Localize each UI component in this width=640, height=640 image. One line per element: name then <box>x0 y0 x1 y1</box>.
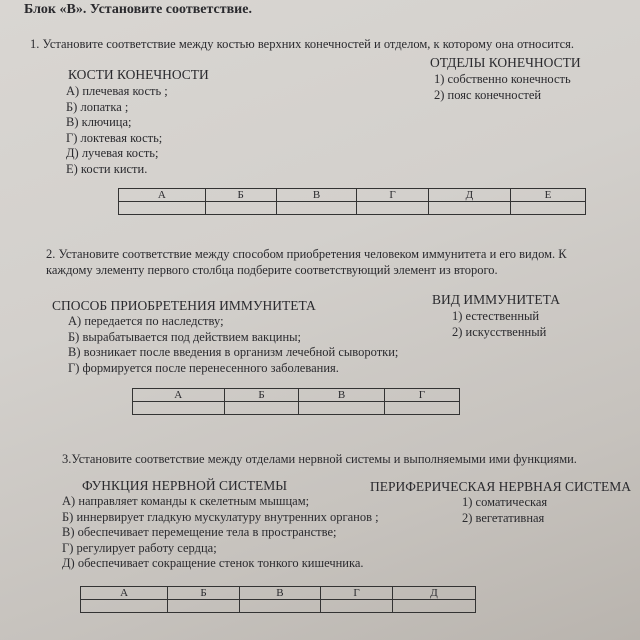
table-header-cell: Б <box>224 389 299 402</box>
answer-cell[interactable] <box>299 402 384 415</box>
list-item: 1) собственно конечность <box>434 72 571 86</box>
answer-cell[interactable] <box>205 202 276 215</box>
list-item: Д) лучевая кость; <box>66 146 159 160</box>
table-row <box>133 389 460 402</box>
table-header-cell: В <box>276 189 357 202</box>
list-item: 2) вегетативная <box>462 510 545 525</box>
list-item: Д) обеспечивает сокращение стенок тонкого кишечника. <box>62 556 364 570</box>
list-item: В) ключица; <box>66 115 132 129</box>
list-item: 2) пояс конечностей <box>434 87 542 102</box>
task2-right-list <box>452 309 546 340</box>
table-header-cell: А <box>133 389 225 402</box>
task3-left-list <box>62 494 379 572</box>
task3-answer-table <box>80 586 476 613</box>
table-header-cell: Д <box>392 587 475 600</box>
task3-left-title: ФУНКЦИЯ НЕРВНОЙ СИСТЕМЫ <box>82 478 287 493</box>
task2-answer-table <box>132 388 460 415</box>
answer-cell[interactable] <box>428 202 510 215</box>
task3-right-title: ПЕРИФЕРИЧЕСКАЯ НЕРВНАЯ СИСТЕМА <box>370 479 631 494</box>
task2-question-line1: 2. Установите соответствие между способом приобретения человеком иммунитета и его видом. К <box>46 247 567 261</box>
answer-cell[interactable] <box>384 402 459 415</box>
answer-cell[interactable] <box>168 600 239 613</box>
table-row <box>119 189 586 202</box>
answer-cell[interactable] <box>119 202 206 215</box>
answer-cell[interactable] <box>511 202 586 215</box>
task1-answer-table <box>118 188 586 215</box>
list-item: Б) иннервирует гладкую мускулатуру внутренних органов ; <box>62 509 379 524</box>
task3-question: 3.Установите соответствие между отделами нервной системы и выполняемыми ими функциями. <box>62 452 577 466</box>
list-item: 2) искусственный <box>452 324 547 339</box>
table-header-cell: В <box>239 587 320 600</box>
answer-cell[interactable] <box>276 202 357 215</box>
list-item: Г) формируется после перенесенного заболевания. <box>68 360 339 375</box>
list-item: Е) кости кисти. <box>66 161 148 176</box>
list-item: Г) регулирует работу сердца; <box>62 540 217 555</box>
table-row <box>119 202 586 215</box>
table-header-cell: Г <box>384 389 459 402</box>
task2-question-line2: каждому элементу первого столбца подберите соответствующий элемент из второго. <box>46 263 498 277</box>
table-header-cell: Г <box>321 587 393 600</box>
table-header-cell: Б <box>205 189 276 202</box>
task2-right-title: ВИД ИММУНИТЕТА <box>432 292 560 307</box>
table-row <box>133 402 460 415</box>
answer-cell[interactable] <box>239 600 320 613</box>
table-header-cell: Б <box>168 587 239 600</box>
task1-question: 1. Установите соответствие между костью верхних конечностей и отделом, к которому она относится. <box>30 37 575 51</box>
table-row <box>81 600 476 613</box>
list-item: А) передается по наследству; <box>68 314 224 328</box>
table-header-cell: Е <box>511 189 586 202</box>
table-header-cell: Г <box>357 189 428 202</box>
task1-left-title: КОСТИ КОНЕЧНОСТИ <box>68 67 209 82</box>
table-header-cell: А <box>81 587 168 600</box>
block-header: Блок «В». Установите соответствие. <box>24 2 252 17</box>
table-row <box>81 587 476 600</box>
task1-right-list <box>434 72 571 103</box>
task2-left-title: СПОСОБ ПРИОБРЕТЕНИЯ ИММУНИТЕТА <box>52 298 316 313</box>
list-item: Г) локтевая кость; <box>66 130 163 145</box>
task3-right-list <box>462 495 547 526</box>
list-item: 1) соматическая <box>462 495 548 509</box>
list-item: Б) лопатка ; <box>66 99 129 114</box>
answer-cell[interactable] <box>224 402 299 415</box>
answer-cell[interactable] <box>81 600 168 613</box>
task2-left-list <box>68 314 398 376</box>
list-item: 1) естественный <box>452 309 540 323</box>
task1-right-title: ОТДЕЛЫ КОНЕЧНОСТИ <box>430 55 581 70</box>
answer-cell[interactable] <box>133 402 225 415</box>
list-item: В) обеспечивает перемещение тела в пространстве; <box>62 525 337 539</box>
answer-cell[interactable] <box>357 202 428 215</box>
table-header-cell: В <box>299 389 384 402</box>
list-item: А) плечевая кость ; <box>66 84 168 98</box>
list-item: А) направляет команды к скелетным мышцам; <box>62 494 310 508</box>
list-item: Б) вырабатывается под действием вакцины; <box>68 329 302 344</box>
task1-left-list <box>66 84 168 177</box>
answer-cell[interactable] <box>392 600 475 613</box>
table-header-cell: Д <box>428 189 510 202</box>
table-header-cell: А <box>119 189 206 202</box>
answer-cell[interactable] <box>321 600 393 613</box>
list-item: В) возникает после введения в организм лечебной сыворотки; <box>68 345 399 359</box>
